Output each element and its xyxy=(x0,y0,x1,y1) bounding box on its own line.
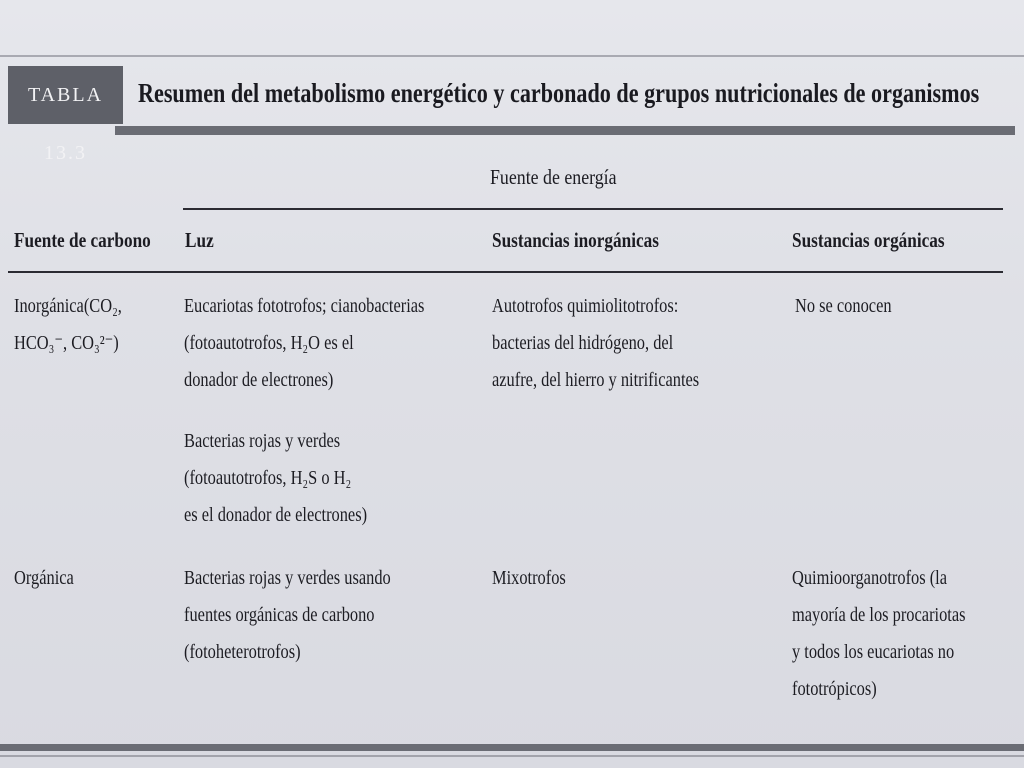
table-title-bar xyxy=(8,66,1016,164)
cell-line: Bacterias rojas y verdes xyxy=(184,430,341,452)
cell-line: (fotoautotrofos, H₂O es el xyxy=(184,332,354,354)
cell-line: Bacterias rojas y verdes usando xyxy=(184,567,391,589)
cell-line: es el donador de electrones) xyxy=(184,504,368,526)
cell-line: Eucariotas fototrofos; cianobacterias xyxy=(184,295,425,317)
col-header-organic: Sustancias orgánicas xyxy=(792,228,945,252)
row2-organic xyxy=(792,560,966,708)
col-header-light: Luz xyxy=(185,228,214,252)
cell-line: Mixotrofos xyxy=(492,567,566,589)
table-number-label: TABLA 13.3 xyxy=(8,66,123,124)
cell-line: (fotoheterotrofos) xyxy=(184,641,301,663)
energy-source-header: Fuente de energía xyxy=(490,165,617,189)
col-header-inorganic: Sustancias inorgánicas xyxy=(492,228,659,252)
nutrition-table xyxy=(0,140,1024,740)
cell-line: mayoría de los procariotas xyxy=(792,604,966,626)
cell-line: fuentes orgánicas de carbono xyxy=(184,604,375,626)
row2-carbon-source xyxy=(14,560,74,597)
cell-line: HCO₃⁻, CO₃²⁻) xyxy=(14,332,119,354)
cell-line: donador de electrones) xyxy=(184,369,334,391)
cell-line: (fotoautotrofos, H₂S o H₂ xyxy=(184,467,352,489)
cell-line: azufre, del hierro y nitrificantes xyxy=(492,369,700,391)
table-bottom-rule-thin xyxy=(0,755,1024,757)
cell-line: Quimioorganotrofos (la xyxy=(792,567,948,589)
row1-light-block1 xyxy=(184,288,424,399)
cell-line: bacterias del hidrógeno, del xyxy=(492,332,674,354)
title-underbar xyxy=(115,126,1015,135)
cell-line: Orgánica xyxy=(14,567,74,589)
page-top-rule xyxy=(0,55,1024,57)
header-rule xyxy=(8,271,1003,273)
row2-inorganic xyxy=(492,560,566,597)
row2-light xyxy=(184,560,391,671)
energy-header-rule xyxy=(183,208,1003,210)
cell-line: y todos los eucariotas no xyxy=(792,641,955,663)
row1-carbon-source xyxy=(14,288,122,362)
row1-inorganic xyxy=(492,288,699,399)
row1-organic xyxy=(795,288,892,325)
table-title: Resumen del metabolismo energético y carbonado de grupos nutricionales de organismos xyxy=(138,78,980,108)
col-header-carbon-source: Fuente de carbono xyxy=(14,228,151,252)
cell-line: No se conocen xyxy=(795,295,892,317)
table-bottom-rule xyxy=(0,744,1024,751)
cell-line: Inorgánica(CO₂, xyxy=(14,295,122,317)
cell-line: Autotrofos quimiolitotrofos: xyxy=(492,295,679,317)
row1-light-block2 xyxy=(184,423,367,534)
cell-line: fototrópicos) xyxy=(792,678,877,700)
